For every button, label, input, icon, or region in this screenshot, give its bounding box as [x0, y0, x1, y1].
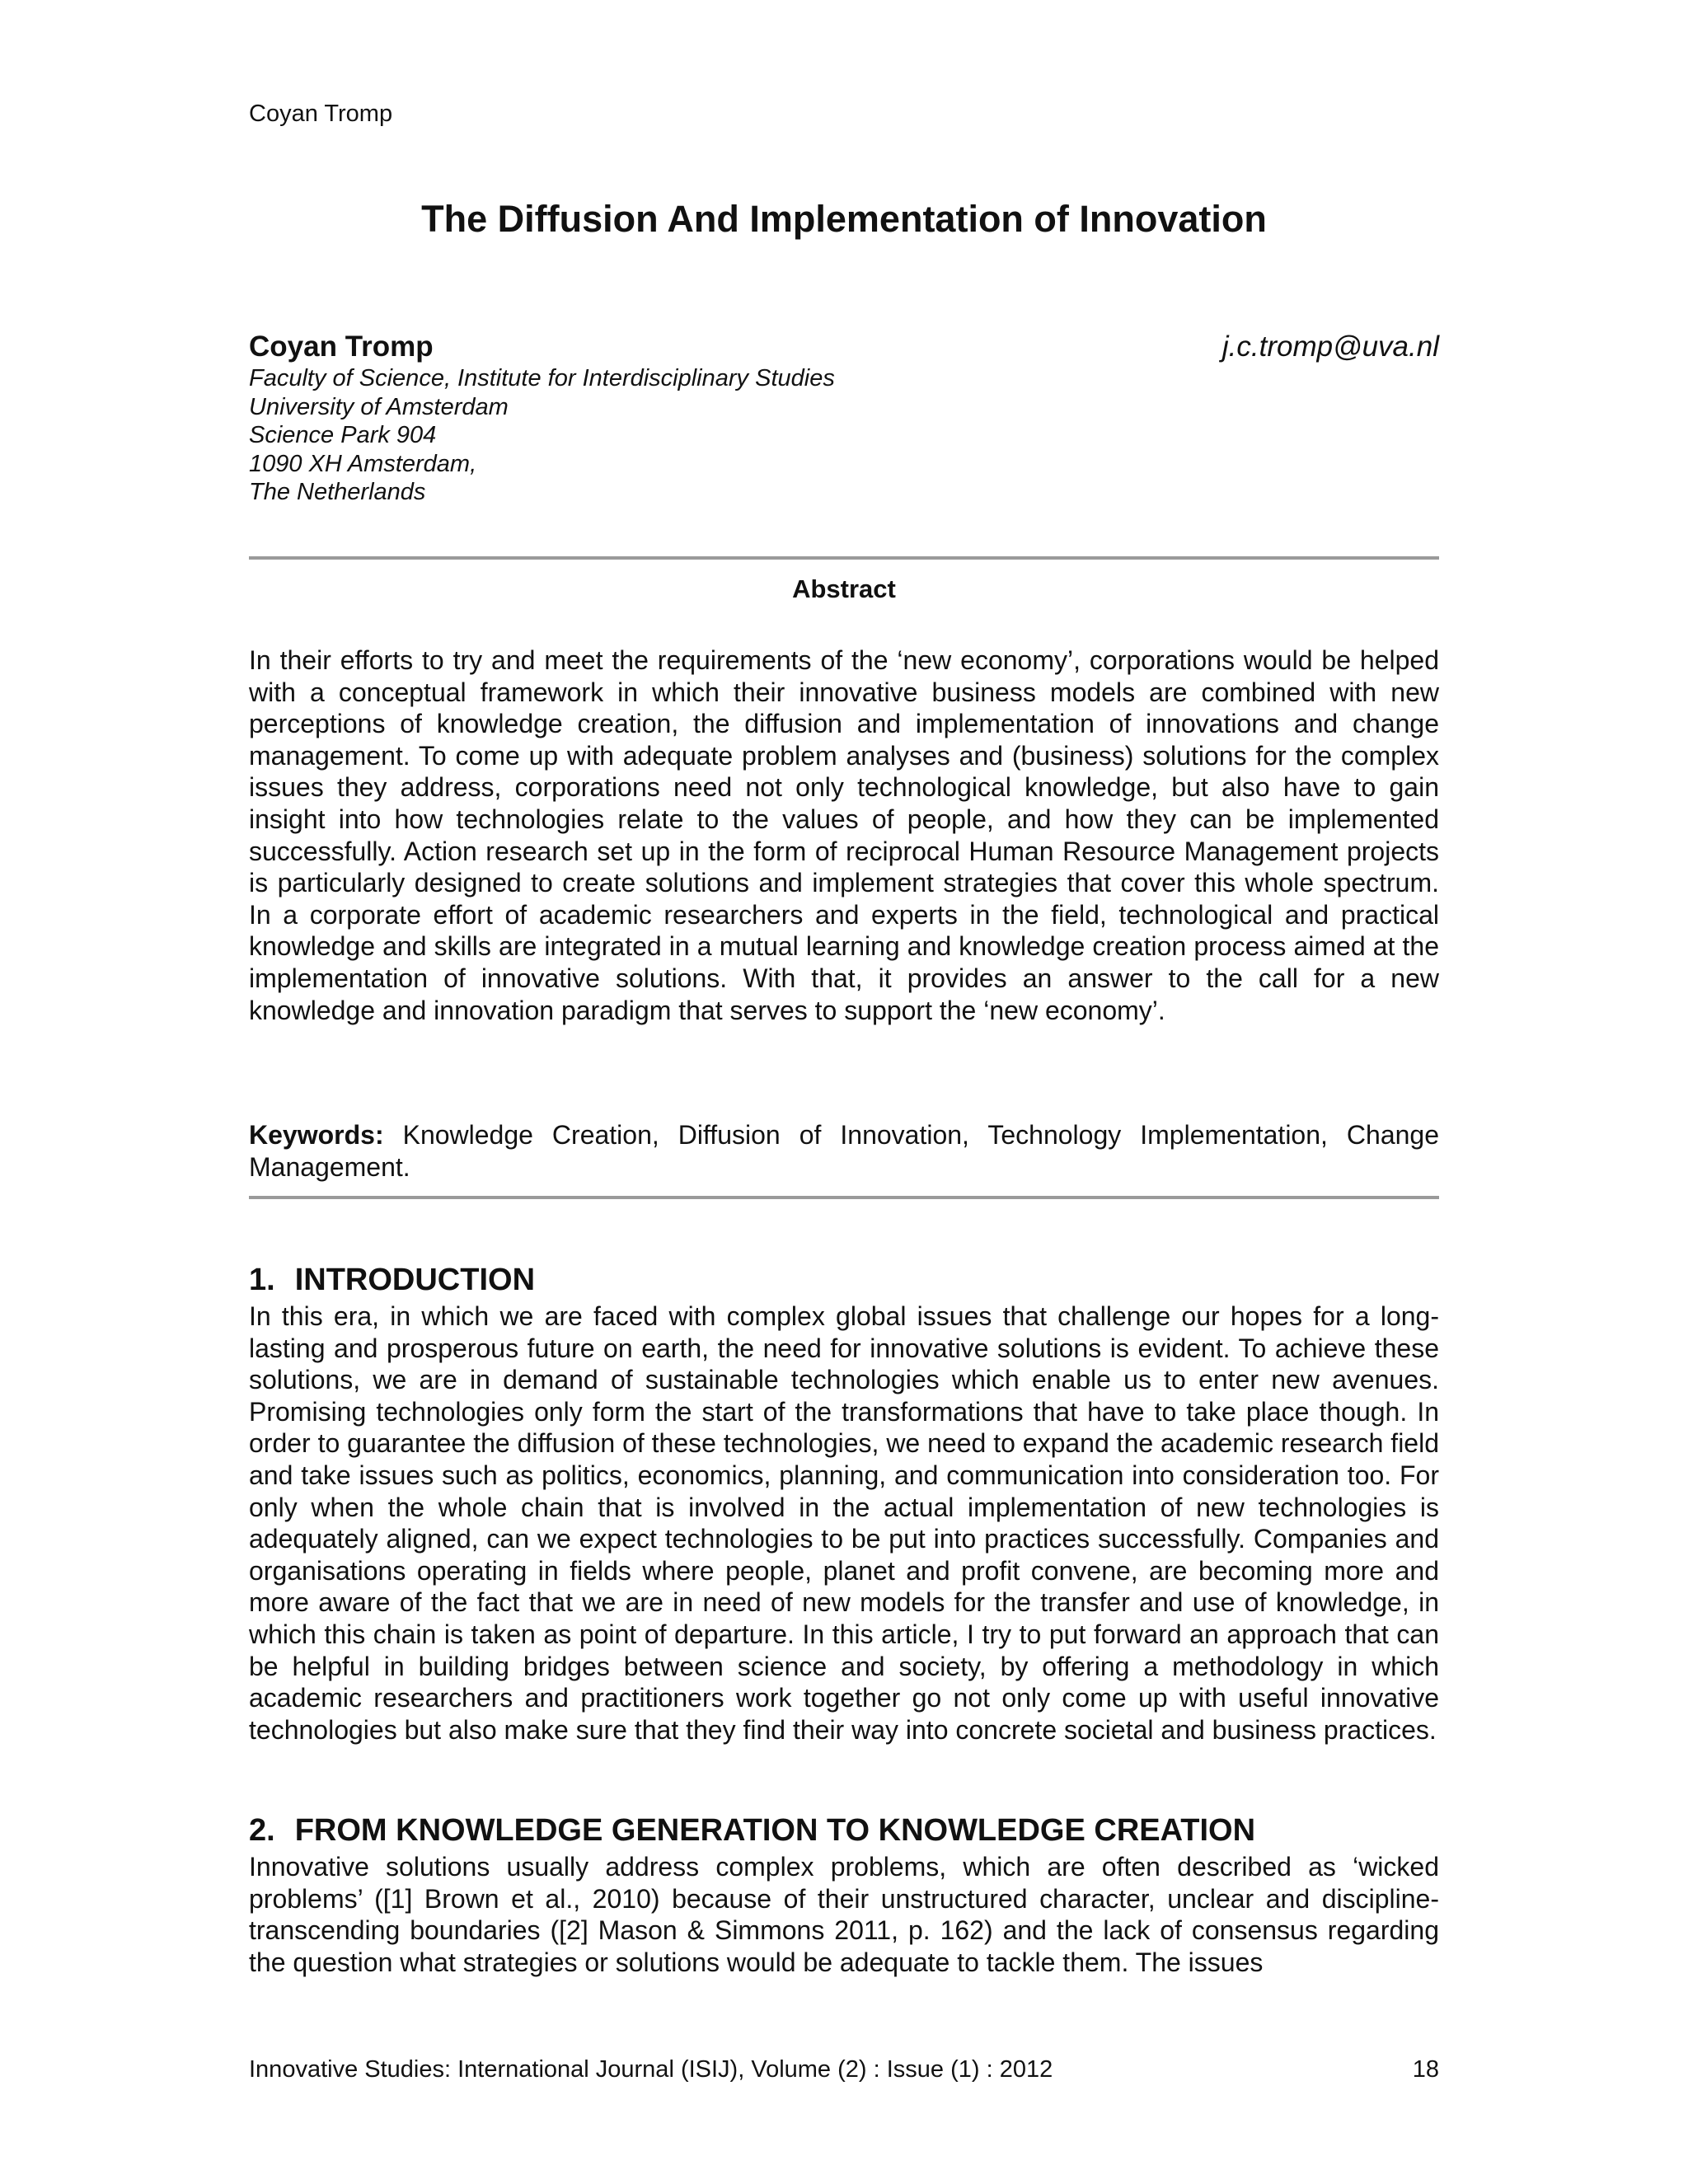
section-heading-knowledge-creation: [249, 1811, 1255, 1849]
section-title: FROM KNOWLEDGE GENERATION TO KNOWLEDGE CREATION: [294, 1813, 1256, 1848]
introduction-text: In this era, in which we are faced with complex global issues that challenge our hopes for a long-lasting and prosperous future on earth, the need for innovative solutions is evident. To achieve these solutions, we are in demand of sustainable technologies which enable us to enter new avenues. Promising technologies only form the start of the transformations that have to take place though. In order to guarantee the diffusion of these technologies, we need to expand the academic research field and take issues such as politics, economics, planning, and communication into consideration too. For only when the whole chain that is involved in the actual implementation of new technologies is adequately aligned, can we expect technologies to be put into practices successfully. Companies and organisations operating in fields where people, planet and profit convene, are becoming more and more aware of the fact that we are in need of new models for the transfer and use of knowledge, in which this chain is taken as point of departure. In this article, I try to put forward an approach that can be helpful in building bridges between science and society, by offering a methodology in which academic researchers and practitioners work together go not only come up with useful innovative technologies but also make sure that they find their way into concrete societal and business practices.: [249, 1301, 1439, 1745]
author-block: [249, 330, 1439, 507]
page-footer: [249, 2054, 1439, 2085]
section-title: INTRODUCTION: [294, 1263, 536, 1297]
affiliation-line: Science Park 904: [249, 422, 437, 448]
keywords: [249, 1119, 1439, 1183]
author-email: j.c.tromp@uva.nl: [1221, 330, 1439, 363]
section-number: 2.: [249, 1813, 275, 1848]
abstract-heading: Abstract: [792, 574, 896, 603]
divider-bottom: [249, 1196, 1439, 1199]
page-number: 18: [1412, 2056, 1439, 2083]
abstract-text: In their efforts to try and meet the requirements of the ‘new economy’, corporations would be helped with a conceptual framework in which their innovative business models are combined with new perceptions of knowledge creation, the diffusion and implementation of innovations and change management. To come up with adequate problem analyses and (business) solutions for the complex issues they address, corporations need not only technological knowledge, but also have to gain insight into how technologies relate to the values of people, and how they can be implemented successfully. Action research set up in the form of reciprocal Human Resource Management projects is particularly designed to create solutions and implement strategies that cover this whole spectrum. In a corporate effort of academic researchers and experts in the field, technological and practical knowledge and skills are integrated in a mutual learning and knowledge creation process aimed at the implementation of innovative solutions. With that, it provides an answer to the call for a new knowledge and innovation paradigm that serves to support the ‘new economy’.: [249, 645, 1439, 1025]
section-2-text: Innovative solutions usually address complex problems, which are often described as ‘wicked problems’ ([1] Brown et al., 2010) because of their unstructured character, unclear and discipline-transcending boundaries ([2] Mason & Simmons 2011, p. 162) and the lack of consensus regarding the question what strategies or solutions would be adequate to tackle them. The issues: [249, 1852, 1439, 1977]
affiliation-line: University of Amsterdam: [249, 393, 509, 420]
affiliation-line: Faculty of Science, Institute for Interdisciplinary Studies: [249, 365, 835, 391]
section-heading-introduction: [249, 1261, 535, 1299]
keywords-text: Knowledge Creation, Diffusion of Innovation, Technology Implementation, Change Management.: [249, 1120, 1440, 1182]
section-number: 1.: [249, 1263, 275, 1297]
running-header: Coyan Tromp: [249, 101, 393, 127]
affiliation-line: 1090 XH Amsterdam,: [249, 450, 477, 477]
footer-journal: Innovative Studies: International Journal (ISIJ), Volume (2) : Issue (1) : 2012: [249, 2056, 1053, 2083]
affiliation-line: The Netherlands: [249, 479, 426, 505]
paper-title: The Diffusion And Implementation of Innovation: [421, 198, 1267, 240]
author-name: Coyan Tromp: [249, 330, 434, 363]
keywords-label: Keywords:: [249, 1120, 384, 1150]
divider-top: [249, 556, 1439, 560]
